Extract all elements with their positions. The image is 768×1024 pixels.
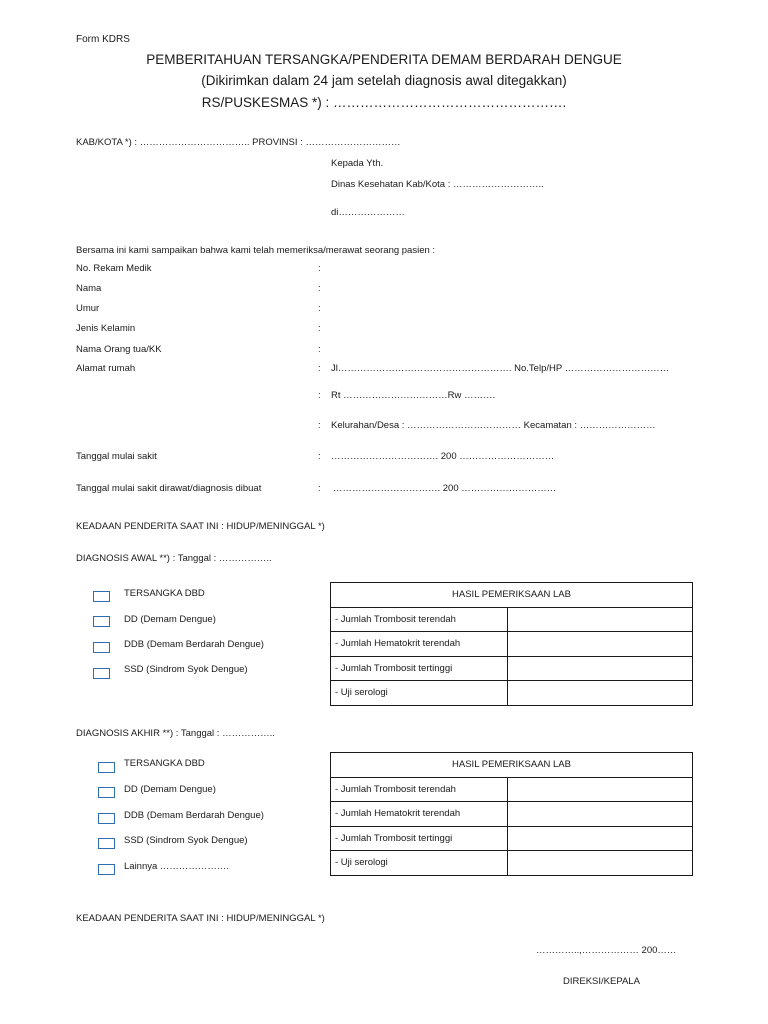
checkbox-awal-ssd[interactable]: [93, 668, 110, 679]
option-akhir-lainnya: Lainnya ………………….: [124, 861, 230, 872]
table-row: [331, 851, 693, 876]
form-code: Form KDRS: [76, 34, 130, 45]
lab-row-value[interactable]: [508, 656, 693, 681]
signature-date-line: …………..,……………… 200……: [536, 945, 677, 956]
lab-row-value[interactable]: [508, 826, 693, 851]
table-row: [331, 656, 693, 681]
checkbox-akhir-ssd[interactable]: [98, 838, 115, 849]
diagnosis-awal-heading: DIAGNOSIS AWAL **) : Tanggal : ……………..: [76, 553, 272, 564]
page-subtitle: (Dikirimkan dalam 24 jam setelah diagnosis awal ditegakkan): [201, 73, 567, 88]
lab-row-label: - Jumlah Trombosit tertinggi: [331, 656, 508, 681]
option-awal-ssd: SSD (Sindrom Syok Dengue): [124, 664, 248, 675]
field-value-tanggal-mulai-sakit: ……………………………. 200 …………………………: [331, 451, 555, 462]
table-row: [331, 607, 693, 632]
field-value-tanggal-dirawat: ……………………………. 200 …………………………: [333, 483, 557, 494]
table-row: [331, 826, 693, 851]
field-label-umur: Umur: [76, 303, 100, 314]
lab-row-label: - Jumlah Hematokrit terendah: [331, 802, 508, 827]
field-colon: :: [318, 483, 321, 494]
checkbox-awal-ddb[interactable]: [93, 642, 110, 653]
option-akhir-ssd: SSD (Sindrom Syok Dengue): [124, 835, 248, 846]
field-label-rekam-medik: No. Rekam Medik: [76, 263, 152, 274]
lab-row-value[interactable]: [508, 632, 693, 657]
lab-row-label: - Jumlah Trombosit terendah: [331, 607, 508, 632]
signature-title: DIREKSI/KEPALA: [563, 976, 640, 987]
field-label-orang-tua: Nama Orang tua/KK: [76, 344, 162, 355]
lab-row-label: - Uji serologi: [331, 851, 508, 876]
option-akhir-dd: DD (Demam Dengue): [124, 784, 216, 795]
field-colon: :: [318, 344, 321, 355]
checkbox-akhir-lainnya[interactable]: [98, 864, 115, 875]
table-row: [331, 681, 693, 706]
field-label-alamat: Alamat rumah: [76, 363, 136, 374]
field-label-tanggal-mulai-sakit: Tanggal mulai sakit: [76, 451, 157, 462]
lab-table-header: HASIL PEMERIKSAAN LAB: [331, 583, 693, 608]
field-colon: :: [318, 363, 321, 374]
table-row: [331, 632, 693, 657]
option-awal-tersangka-dbd: TERSANGKA DBD: [124, 588, 205, 599]
field-colon: :: [318, 420, 321, 431]
lab-row-value[interactable]: [508, 681, 693, 706]
option-akhir-tersangka-dbd: TERSANGKA DBD: [124, 758, 205, 769]
checkbox-akhir-ddb[interactable]: [98, 813, 115, 824]
page-title: PEMBERITAHUAN TERSANGKA/PENDERITA DEMAM BERDARAH DENGUE: [146, 52, 622, 67]
status-line-1: KEADAAN PENDERITA SAAT INI : HIDUP/MENINGGAL *): [76, 521, 325, 532]
lab-row-value[interactable]: [508, 607, 693, 632]
diagnosis-akhir-heading: DIAGNOSIS AKHIR **) : Tanggal : ……………..: [76, 728, 275, 739]
lab-table-akhir: [330, 752, 693, 876]
field-colon: :: [318, 263, 321, 274]
field-value-kelurahan-kecamatan: Kelurahan/Desa : ……………………………… Kecamatan : ……………………: [331, 420, 656, 431]
table-row: [331, 777, 693, 802]
lab-table-awal: [330, 582, 693, 706]
status-line-2: KEADAAN PENDERITA SAAT INI : HIDUP/MENINGGAL *): [76, 913, 325, 924]
checkbox-awal-tersangka-dbd[interactable]: [93, 591, 110, 602]
intro-text: Bersama ini kami sampaikan bahwa kami telah memeriksa/merawat seorang pasien :: [76, 245, 436, 256]
field-colon: :: [318, 303, 321, 314]
field-value-alamat-jalan: Jl………………………………………………. No.Telp/HP ……………………………: [331, 363, 670, 374]
lab-row-value[interactable]: [508, 802, 693, 827]
field-label-nama: Nama: [76, 283, 102, 294]
option-awal-ddb: DDB (Demam Berdarah Dengue): [124, 639, 264, 650]
lab-row-value[interactable]: [508, 777, 693, 802]
checkbox-akhir-tersangka-dbd[interactable]: [98, 762, 115, 773]
kab-kota-provinsi-line: KAB/KOTA *) : …………………………….. PROVINSI : …………………………: [76, 137, 401, 148]
table-row: [331, 802, 693, 827]
recipient-dinas: Dinas Kesehatan Kab/Kota : ………………………..: [331, 179, 544, 190]
field-label-tanggal-dirawat: Tanggal mulai sakit dirawat/diagnosis dibuat: [76, 483, 262, 494]
field-value-rt-rw: Rt ……………………………Rw ……….: [331, 390, 496, 401]
lab-row-label: - Jumlah Trombosit terendah: [331, 777, 508, 802]
lab-row-label: - Jumlah Trombosit tertinggi: [331, 826, 508, 851]
option-akhir-ddb: DDB (Demam Berdarah Dengue): [124, 810, 264, 821]
field-colon: :: [318, 283, 321, 294]
checkbox-akhir-dd[interactable]: [98, 787, 115, 798]
field-colon: :: [318, 323, 321, 334]
field-colon: :: [318, 390, 321, 401]
recipient-greeting: Kepada Yth.: [331, 158, 384, 169]
lab-table-header: HASIL PEMERIKSAAN LAB: [331, 753, 693, 778]
field-label-jenis-kelamin: Jenis Kelamin: [76, 323, 136, 334]
lab-row-label: - Jumlah Hematokrit terendah: [331, 632, 508, 657]
checkbox-awal-dd[interactable]: [93, 616, 110, 627]
field-colon: :: [318, 451, 321, 462]
recipient-location: di…………………: [331, 207, 405, 218]
lab-row-label: - Uji serologi: [331, 681, 508, 706]
option-awal-dd: DD (Demam Dengue): [124, 614, 216, 625]
rs-puskesmas-line: RS/PUSKESMAS *) : …………………………………………….: [201, 95, 567, 110]
lab-row-value[interactable]: [508, 851, 693, 876]
